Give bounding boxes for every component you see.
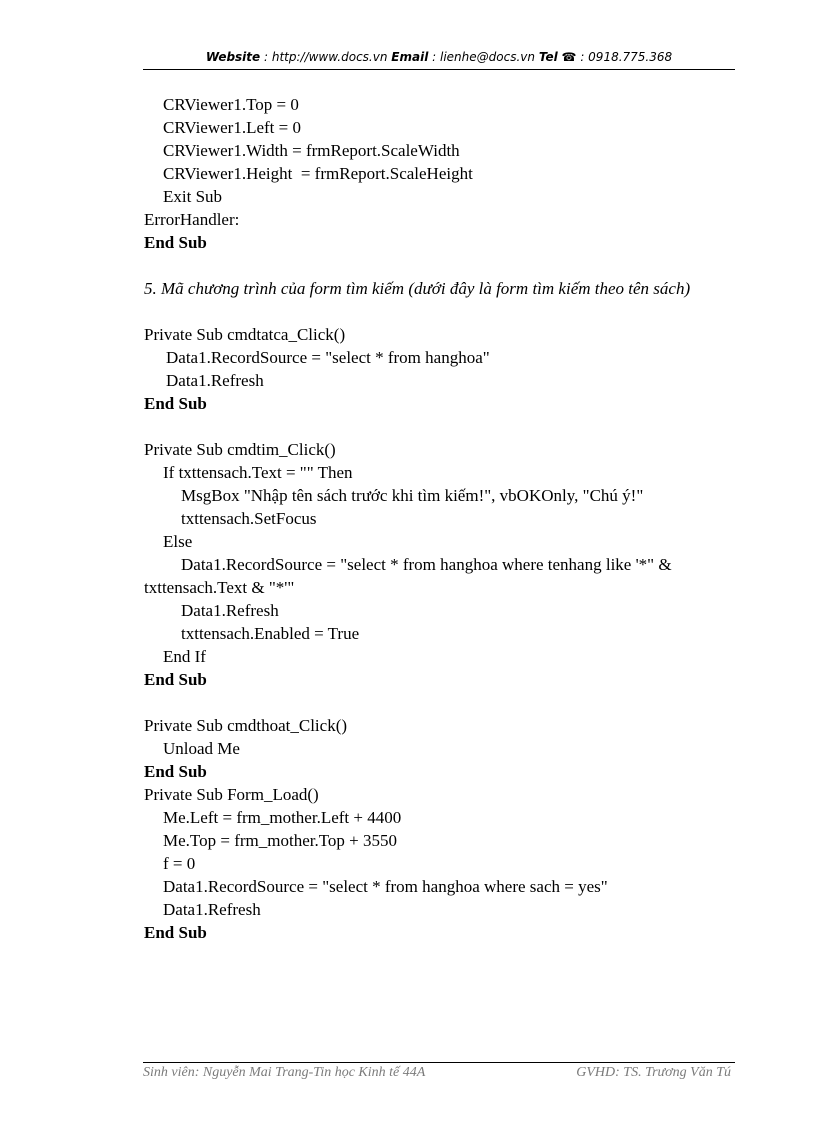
code-line: Private Sub cmdtatca_Click() — [144, 325, 346, 344]
code-line-end-sub: End Sub — [144, 923, 207, 942]
code-line: Data1.RecordSource = "select * from hanghoa where sach = yes" — [163, 877, 608, 896]
code-line: f = 0 — [163, 854, 196, 873]
section-caption: 5. Mã chương trình của form tìm kiếm (dưới đây là form tìm kiếm theo tên sách) — [144, 279, 691, 298]
code-line: ErrorHandler: — [144, 210, 240, 229]
code-line: CRViewer1.Width = frmReport.ScaleWidth — [163, 141, 460, 160]
website-label: Website — [205, 50, 261, 64]
code-line: Data1.Refresh — [163, 900, 261, 919]
footer-student: Sinh viên: Nguyễn Mai Trang-Tin học Kinh tế 44A — [143, 1065, 426, 1080]
code-line: Else — [163, 532, 193, 551]
code-line: txttensach.Enabled = True — [181, 624, 360, 643]
code-line-end-sub: End Sub — [144, 394, 207, 413]
code-line: Private Sub cmdthoat_Click() — [144, 716, 348, 735]
code-line: Data1.RecordSource = "select * from hanghoa where tenhang like '*" & — [181, 555, 672, 574]
page-footer — [143, 1065, 735, 1081]
code-line: CRViewer1.Top = 0 — [163, 95, 299, 114]
code-line: Data1.RecordSource = "select * from hanghoa" — [166, 348, 490, 367]
code-line: txttensach.Text & "*'" — [144, 578, 295, 597]
code-line: txttensach.SetFocus — [181, 509, 317, 528]
code-line-end-sub: End Sub — [144, 762, 207, 781]
email-value: : lienhe@docs.vn — [432, 50, 535, 64]
code-line: CRViewer1.Left = 0 — [163, 118, 301, 137]
code-line: Unload Me — [163, 739, 240, 758]
tel-value: : 0918.775.368 — [580, 50, 673, 64]
code-line: End If — [163, 647, 206, 666]
code-line: MsgBox "Nhập tên sách trước khi tìm kiếm!", vbOKOnly, "Chú ý!" — [181, 486, 644, 505]
code-line: CRViewer1.Height = frmReport.ScaleHeight — [163, 164, 473, 183]
code-line: Me.Left = frm_mother.Left + 4400 — [163, 808, 402, 827]
phone-icon: ☎ — [561, 50, 577, 64]
footer-advisor: GVHD: TS. Trương Văn Tú — [576, 1065, 731, 1080]
code-line: Private Sub cmdtim_Click() — [144, 440, 336, 459]
website-value: : http://www.docs.vn — [264, 50, 388, 64]
code-line-end-sub: End Sub — [144, 670, 207, 689]
code-line: Private Sub Form_Load() — [144, 785, 319, 804]
code-line: Data1.Refresh — [181, 601, 279, 620]
code-line: Exit Sub — [163, 187, 223, 206]
email-label: Email — [391, 50, 429, 64]
tel-label: Tel — [538, 50, 558, 64]
footer-divider — [143, 1062, 735, 1063]
code-line: Me.Top = frm_mother.Top + 3550 — [163, 831, 397, 850]
code-line: Data1.Refresh — [166, 371, 264, 390]
document-body — [144, 93, 734, 944]
header-divider — [143, 69, 735, 70]
code-line-end-sub: End Sub — [144, 233, 207, 252]
page-header — [143, 50, 735, 64]
code-line: If txttensach.Text = "" Then — [163, 463, 353, 482]
